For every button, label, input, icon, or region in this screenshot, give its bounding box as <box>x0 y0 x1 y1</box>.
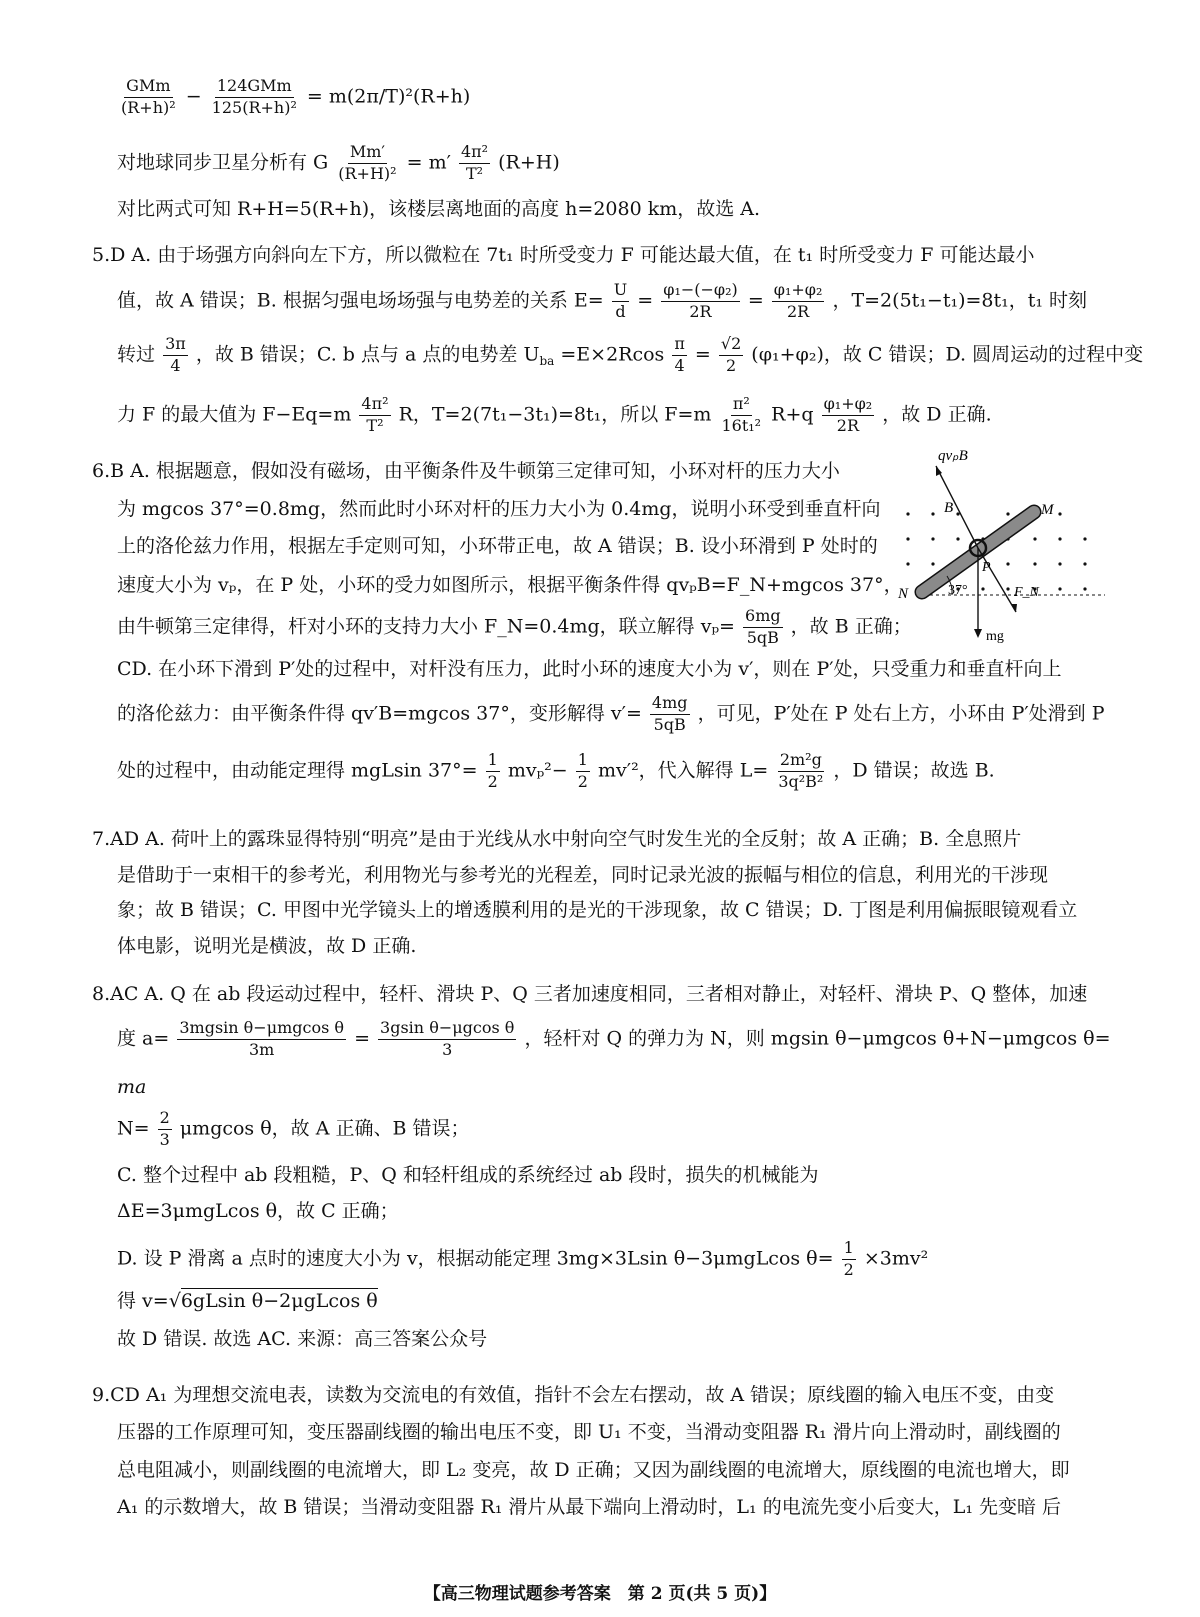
normal-force-arrowhead <box>1011 604 1017 612</box>
text-line-8: 为 mgcos 37°=0.8mg，然而此时小环对杆的压力大小为 0.4mg，说明小环受到垂直杆向 <box>117 498 881 520</box>
fraction: $\frac{4mg}{5qB}$ <box>651 693 688 734</box>
normal-force-arrow <box>978 548 1016 612</box>
equation-line-20: 度 a= 3mgsin θ−μmgcos θ 3m = $\frac{\text{3gsin θ−μgcos θ}}{3}$ ，轻杆对 Q 的弹力为 N，则 mgsin θ−μmgcos θ+N−μmgcos θ= <box>117 1018 1111 1059</box>
fraction: $\frac{1}{2}$ <box>487 750 498 791</box>
text-line-21: ma <box>117 1076 147 1098</box>
text-line-29: 压器的工作原理可知，变压器副线圈的输出电压不变，即 U₁ 不变，当滑动变阻器 R₁ 滑片向上滑动时，副线圈的 <box>117 1421 1061 1443</box>
fraction: $\frac{\text{φ₁+φ₂}}{2R}$ <box>773 280 823 321</box>
fraction: 124GMm 125(R+h)² <box>211 76 297 117</box>
fraction: $\frac{\text{2m²g}}{\text{3q²B²}}$ <box>778 750 824 791</box>
fraction: $\frac{√2}{2}$ <box>720 334 742 375</box>
fraction: $\frac{1}{2}$ <box>577 750 588 791</box>
fraction: 3mgsin θ−μmgcos θ 3m <box>179 1018 345 1059</box>
label-mg: mg <box>986 629 1004 644</box>
equation-line-14: 处的过程中，由动能定理得 mgLsin 37°= $\frac{1}{2}$ mvₚ²− $\frac{1}{2}$ mv′²，代入解得 L= $\frac{\text{2m²g}}{\text{3q²B²}}$ ，D 错误；故选 B. <box>117 750 995 791</box>
text-line-9: 上的洛伦兹力作用，根据左手定则可知，小环带正电，故 A 错误；B. 设小环滑到 P 处时的 <box>117 535 878 557</box>
equation-line-25: D. 设 P 滑离 a 点时的速度大小为 v，根据动能定理 3mg×3Lsin θ−3μmgLcos θ= $\frac{1}{2}$ ×3mv² <box>117 1238 929 1279</box>
equation-line-13: 的洛伦兹力：由平衡条件得 qv′B=mgcos 37°，变形解得 v′= $\frac{4mg}{5qB}$ ，可见，P′处在 P 处右上方，小环由 P′处滑到 P <box>117 693 1105 734</box>
label-angle: 37° <box>948 583 968 598</box>
equation-line-6: 力 F 的最大值为 F−Eq=m $\frac{\text{4π²}}{\text{T²}}$ R，T=2(7t₁−3t₁)=8t₁，所以 F=m $\frac{\text{π²}}{\text{16t₁²}}$ R+q $\frac{\text{φ₁+φ₂}}{2R}$ ，故 D 正确. <box>117 394 992 435</box>
label-FN: F_N <box>1014 585 1039 600</box>
fraction: $\frac{3\pi}{4}$ <box>165 334 186 375</box>
text-line-28: 9.CD A₁ 为理想交流电表，读数为交流电的有效值，指针不会左右摆动，故 A 错误；原线圈的输入电压不变，由变 <box>92 1384 1055 1406</box>
fraction: $\frac{\text{π²}}{\text{16t₁²}}$ <box>721 394 762 435</box>
text-line-10: 速度大小为 vₚ，在 P 处，小环的受力如图所示，根据平衡条件得 qvₚB=F_N+mgcos 37°， <box>117 574 903 596</box>
fraction: $\frac{\text{4π²}}{\text{T²}}$ <box>361 394 389 435</box>
text-line-19: 8.AC A. Q 在 ab 段运动过程中，轻杆、滑块 P、Q 三者加速度相同，三者相对静止，对轻杆、滑块 P、Q 整体，加速 <box>92 983 1088 1005</box>
fraction: $\frac{\text{4π²}}{\text{T²}}$ <box>460 142 489 183</box>
text-line-12: CD. 在小环下滑到 P′处的过程中，对杆没有压力，此时小环的速度大小为 v′，则在 P′处，只受重力和垂直杆向上 <box>117 658 1062 680</box>
fraction: $\frac{\text{φ₁−(−φ₂)}}{2R}$ <box>663 280 738 321</box>
text-line-7: 6.B A. 根据题意，假如没有磁场，由平衡条件及牛顿第三定律可知，小环对杆的压力大小 <box>92 460 840 482</box>
equation-line-0: GMm (R+h)² − 124GMm 125(R+h)² = m(2π/T)²(R+h) <box>121 76 471 117</box>
text-line-30: 总电阻减小，则副线圈的电流增大，即 L₂ 变亮，故 D 正确；又因为副线圈的电流增大，原线圈的电流也增大，即 <box>117 1459 1070 1481</box>
text-line-27: 故 D 错误. 故选 AC. 来源：高三答案公众号 <box>117 1328 488 1350</box>
fraction: $\frac{\text{3gsin θ−μgcos θ}}{3}$ <box>380 1018 515 1059</box>
text-line-18: 体电影，说明光是横波，故 D 正确. <box>117 935 417 957</box>
gravity-arrowhead <box>974 629 982 638</box>
equation-line-22: N= $\frac{2}{3}$ μmgcos θ，故 A 正确、B 错误； <box>117 1108 470 1149</box>
label-N: N <box>898 586 909 602</box>
fraction: $\frac{U}{d}$ <box>613 280 628 321</box>
equation-line-5: 转过 $\frac{3\pi}{4}$ ，故 B 错误；C. b 点与 a 点的电势差 $U_{ba} =E\times 2Rcos$ $\frac{\pi}{4}$ = $\frac{√2}{2}$ (φ₁+φ₂)，故 C 错误；D. 圆周运动的过程中变 <box>117 334 1144 375</box>
label-B: B <box>944 500 954 516</box>
equation-line-4: 值，故 A 错误；B. 根据匀强电场场强与电势差的关系 E= $\frac{U}{d}$ = $\frac{\text{φ₁−(−φ₂)}}{2R}$ = $\frac{\text{φ₁+φ₂}}{2R}$ ，T=2(5t₁−t₁)=8t₁，t₁ 时刻 <box>117 280 1088 321</box>
equation-line-1: 对地球同步卫星分析有 G $\frac{Mm'}{\text{(R+H)²}}$ = m′ $\frac{\text{4π²}}{\text{T²}}$ (R+H) <box>117 142 560 183</box>
equation-line-26: 得 v=√6gLsin θ−2μgLcos θ <box>117 1290 378 1312</box>
text: = m(2π/T)²(R+h) <box>306 85 471 108</box>
page-footer: 【高三物理试题参考答案 第 2 页(共 5 页)】 <box>423 1584 777 1604</box>
label-M: M <box>1041 502 1054 518</box>
text-line-24: ΔE=3μmgLcos θ，故 C 正确； <box>117 1200 399 1222</box>
rod-ring-force-diagram <box>900 444 1110 644</box>
fraction: $\frac{Mm'}{\text{(R+H)²}}$ <box>338 142 397 183</box>
fraction: $\frac{6mg}{5qB}$ <box>745 606 781 647</box>
label-P: P <box>982 560 991 575</box>
fraction: $\frac{\text{φ₁+φ₂}}{2R}$ <box>823 394 873 435</box>
fraction: GMm (R+h)² <box>121 76 176 117</box>
label-qvB: qvₚB <box>938 448 968 464</box>
lorentz-force-arrow <box>936 466 978 548</box>
text-line-16: 是借助于一束相干的参考光，利用物光与参考光的光程差，同时记录光波的振幅与相位的信息，利用光的干涉现 <box>117 864 1049 886</box>
text-line-23: C. 整个过程中 ab 段粗糙，P、Q 和轻杆组成的系统经过 ab 段时，损失的机械能为 <box>117 1164 819 1186</box>
text-line-15: 7.AD A. 荷叶上的露珠显得特别“明亮”是由于光线从水中射向空气时发生光的全反射；故 A 正确；B. 全息照片 <box>92 828 1022 850</box>
equation-line-11: 由牛顿第三定律得，杆对小环的支持力大小 F_N=0.4mg，联立解得 vₚ= $\frac{6mg}{5qB}$ ，故 B 正确； <box>117 606 912 647</box>
fraction: $\frac{\pi}{4}$ <box>674 334 685 375</box>
text-line-17: 象；故 B 错误；C. 甲图中光学镜头上的增透膜利用的是光的干涉现象，故 C 错误；D. 丁图是利用偏振眼镜观看立 <box>117 899 1078 921</box>
fraction: $\frac{1}{2}$ <box>843 1238 854 1279</box>
text-line-3: 5.D A. 由于场强方向斜向左下方，所以微粒在 7t₁ 时所受变力 F 可能达最大值，在 t₁ 时所受变力 F 可能达最小 <box>92 244 1035 266</box>
text-line-2: 对比两式可知 R+H=5(R+h)，该楼层离地面的高度 h=2080 km，故选 A. <box>117 198 761 220</box>
text-line-31: A₁ 的示数增大，故 B 错误；当滑动变阻器 R₁ 滑片从最下端向上滑动时，L₁ 的电流先变小后变大，L₁ 先变暗 后 <box>117 1496 1062 1518</box>
fraction: $\frac{2}{3}$ <box>159 1108 170 1149</box>
